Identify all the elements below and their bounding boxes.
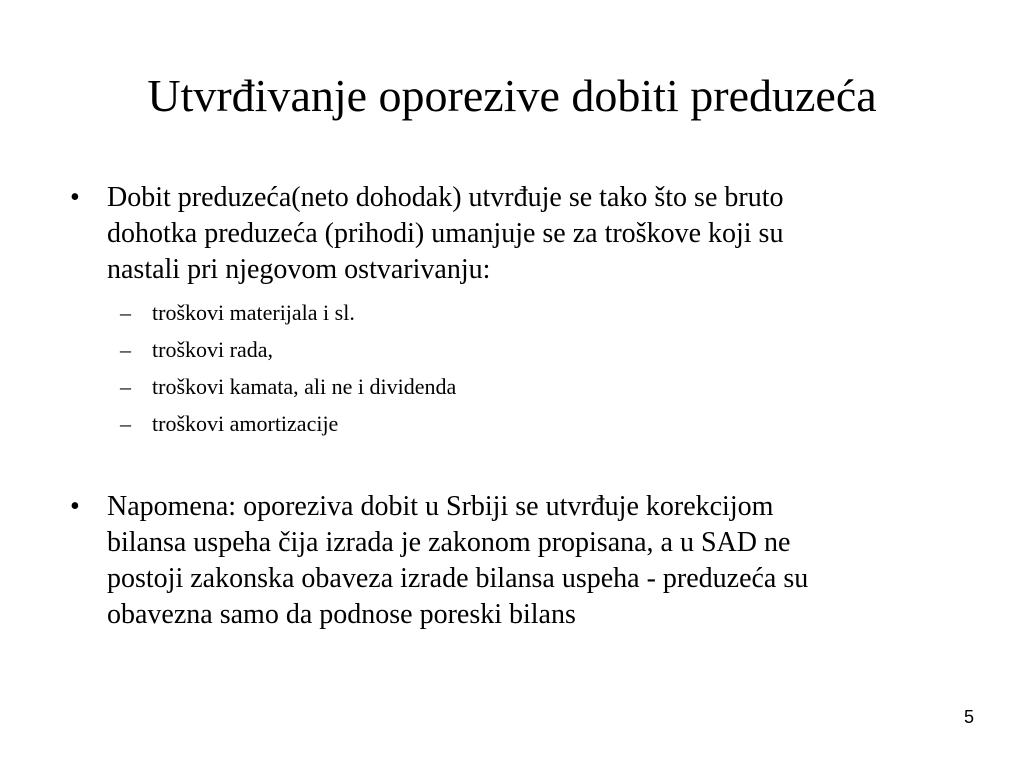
bullet-text-line: Napomena: oporeziva dobit u Srbiji se utvrđuje korekcijom [107, 491, 774, 522]
sub-bullet-marker: – [120, 411, 131, 436]
bullet-text-line: nastali pri njegovom ostvarivanju: [107, 254, 491, 285]
bullet-marker: • [70, 182, 80, 213]
sub-bullet-text: troškovi rada, [152, 337, 273, 362]
sub-bullet-marker: – [120, 337, 131, 362]
sub-bullet-text: troškovi kamata, ali ne i dividenda [152, 374, 457, 399]
bullet-marker: • [70, 491, 80, 522]
sub-bullet-text: troškovi materijala i sl. [152, 300, 355, 325]
bullet-text-line: postoji zakonska obaveza izrade bilansa uspeha - preduzeća su [107, 563, 809, 594]
page-number: 5 [963, 707, 974, 727]
bullet-text-line: obavezna samo da podnose poreski bilans [107, 599, 576, 630]
bullet-text-line: Dobit preduzeća(neto dohodak) utvrđuje se tako što se bruto [107, 182, 784, 213]
sub-bullet-text: troškovi amortizacije [152, 411, 339, 436]
bullet-text-line: dohotka preduzeća (prihodi) umanjuje se za troškove koji su [107, 218, 784, 249]
bullet-text [107, 489, 967, 633]
slide-title: Utvrđivanje oporezive dobiti preduzeća [147, 70, 877, 121]
sub-bullet-marker: – [120, 374, 131, 399]
bullet-text [107, 180, 967, 288]
bullet-text-line: bilansa uspeha čija izrada je zakonom propisana, a u SAD ne [107, 527, 791, 558]
sub-bullet-marker: – [120, 300, 131, 325]
